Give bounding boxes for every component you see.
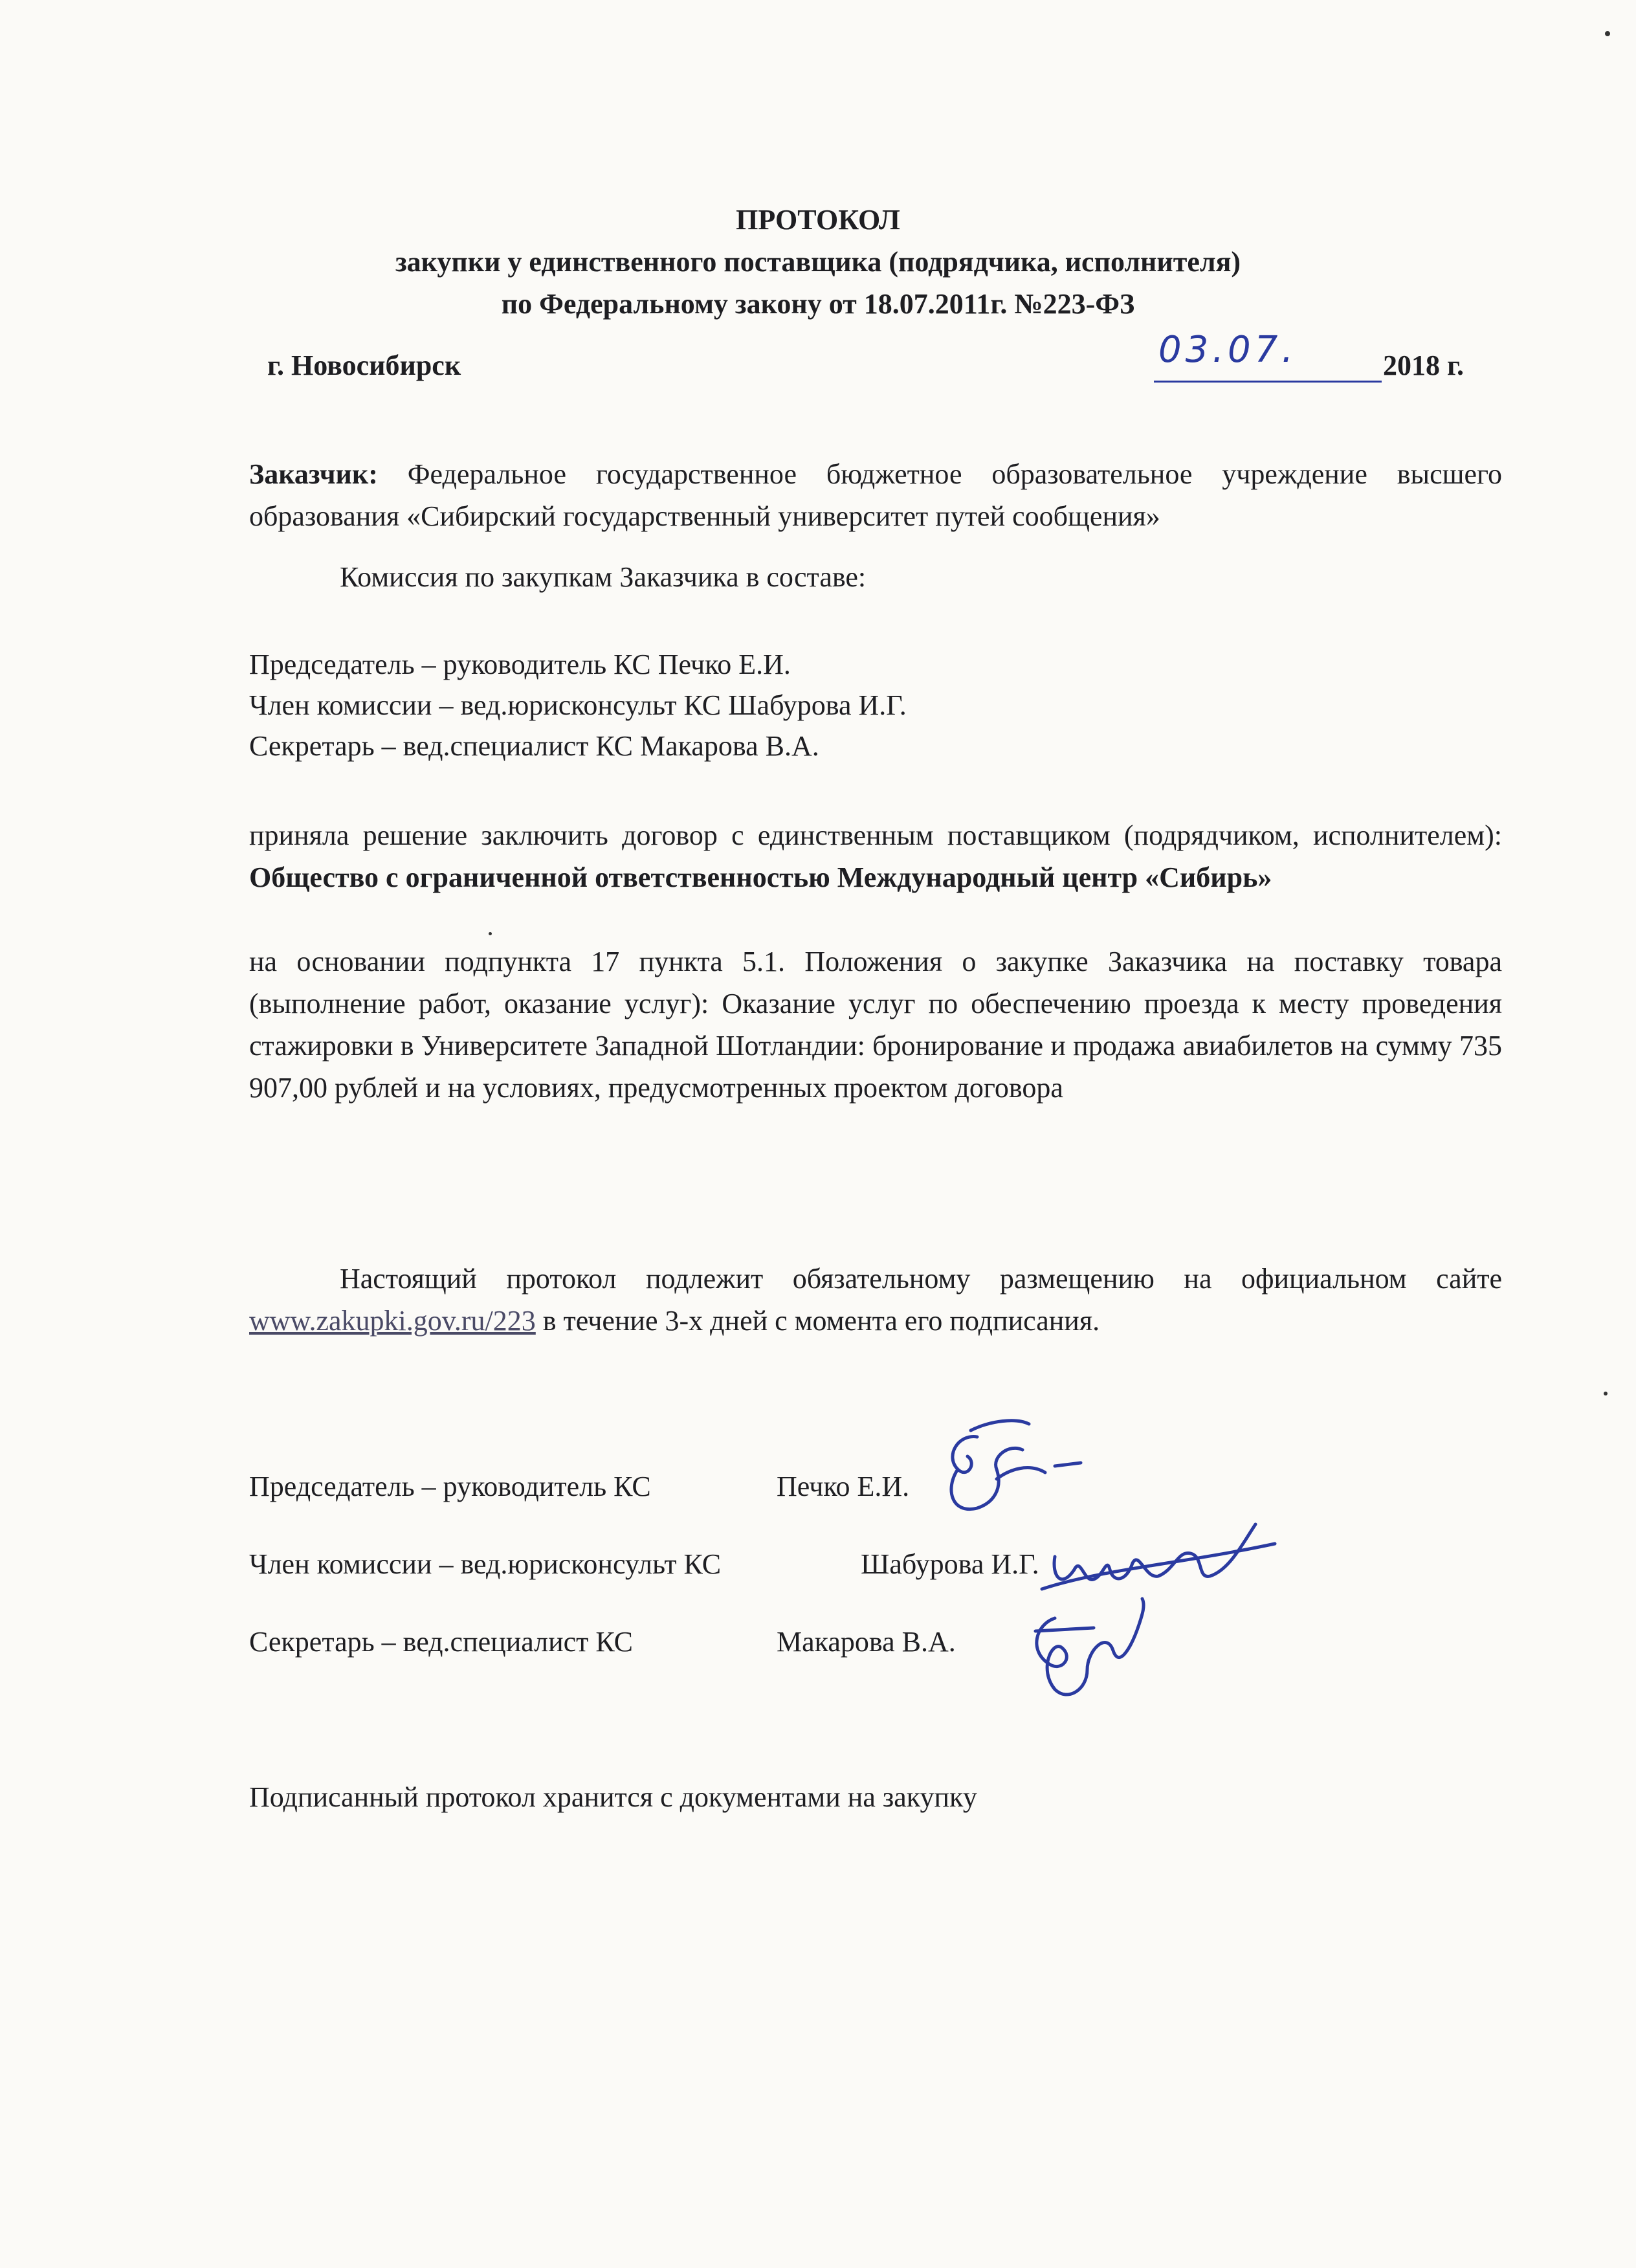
zakupki-link[interactable]: www.zakupki.gov.ru/223 (249, 1305, 536, 1337)
signature-name: Шабурова И.Г. (861, 1548, 1039, 1580)
year: 2018 г. (1383, 350, 1465, 381)
footer-note: Подписанный протокол хранится с документами на закупку (249, 1781, 977, 1813)
document-title: ПРОТОКОЛ (736, 204, 900, 236)
signature-name: Макарова В.А. (777, 1626, 956, 1658)
basis-paragraph: на основании подпункта 17 пункта 5.1. Положения о закупке Заказчика на поставку товара (выполнение работ, оказание услуг): Оказание услуг по обеспечению проезда к месту проведения стажировки в Университете Западной Шотландии: бронирование и продажа авиабилетов на сумму 735 907,00 рублей и на условиях, предусмотренных проектом договора (249, 946, 1502, 1104)
date-handwritten: 03.07. (1158, 329, 1298, 371)
decision-paragraph (249, 814, 1502, 898)
publication-text-after: в течение 3-х дней с момента его подписания. (535, 1305, 1100, 1337)
customer-label: Заказчик: (249, 458, 378, 490)
publication-paragraph (249, 1258, 1502, 1342)
commission-member: Председатель – руководитель КС Печко Е.И. (249, 649, 791, 680)
scan-speck (489, 932, 492, 935)
supplier-name: Общество с ограниченной ответственностью Международный центр «Сибирь» (249, 862, 1272, 893)
signature-role: Член комиссии – вед.юрисконсульт КС (249, 1548, 722, 1580)
city: г. Новосибирск (267, 350, 461, 381)
date-underline (1154, 381, 1382, 383)
commission-member: Член комиссии – вед.юрисконсульт КС Шабурова И.Г. (249, 689, 907, 721)
document-subtitle-2: по Федеральному закону от 18.07.2011г. №223-ФЗ (501, 288, 1135, 320)
signature-name: Печко Е.И. (777, 1471, 910, 1502)
signature-makarova (1016, 1592, 1158, 1709)
signature-role: Секретарь – вед.специалист КС (249, 1626, 634, 1658)
decision-text: приняла решение заключить договор с единственным поставщиком (подрядчиком, исполнителем): (249, 819, 1502, 851)
commission-member: Секретарь – вед.специалист КС Макарова В.А. (249, 730, 819, 762)
scan-speck (1605, 31, 1610, 36)
customer-paragraph (249, 453, 1502, 537)
signature-role: Председатель – руководитель КС (249, 1471, 651, 1502)
customer-text: Федеральное государственное бюджетное образовательное учреждение высшего образования «Сибирский государственный университет путей сообщения» (249, 458, 1503, 532)
signature-pechko (932, 1418, 1087, 1534)
document-subtitle-1: закупки у единственного поставщика (подрядчика, исполнителя) (395, 246, 1241, 278)
scan-speck (1604, 1392, 1608, 1395)
commission-intro: Комиссия по закупкам Заказчика в составе: (340, 561, 867, 593)
publication-text: Настоящий протокол подлежит обязательному размещению на официальном сайте (340, 1263, 1502, 1295)
